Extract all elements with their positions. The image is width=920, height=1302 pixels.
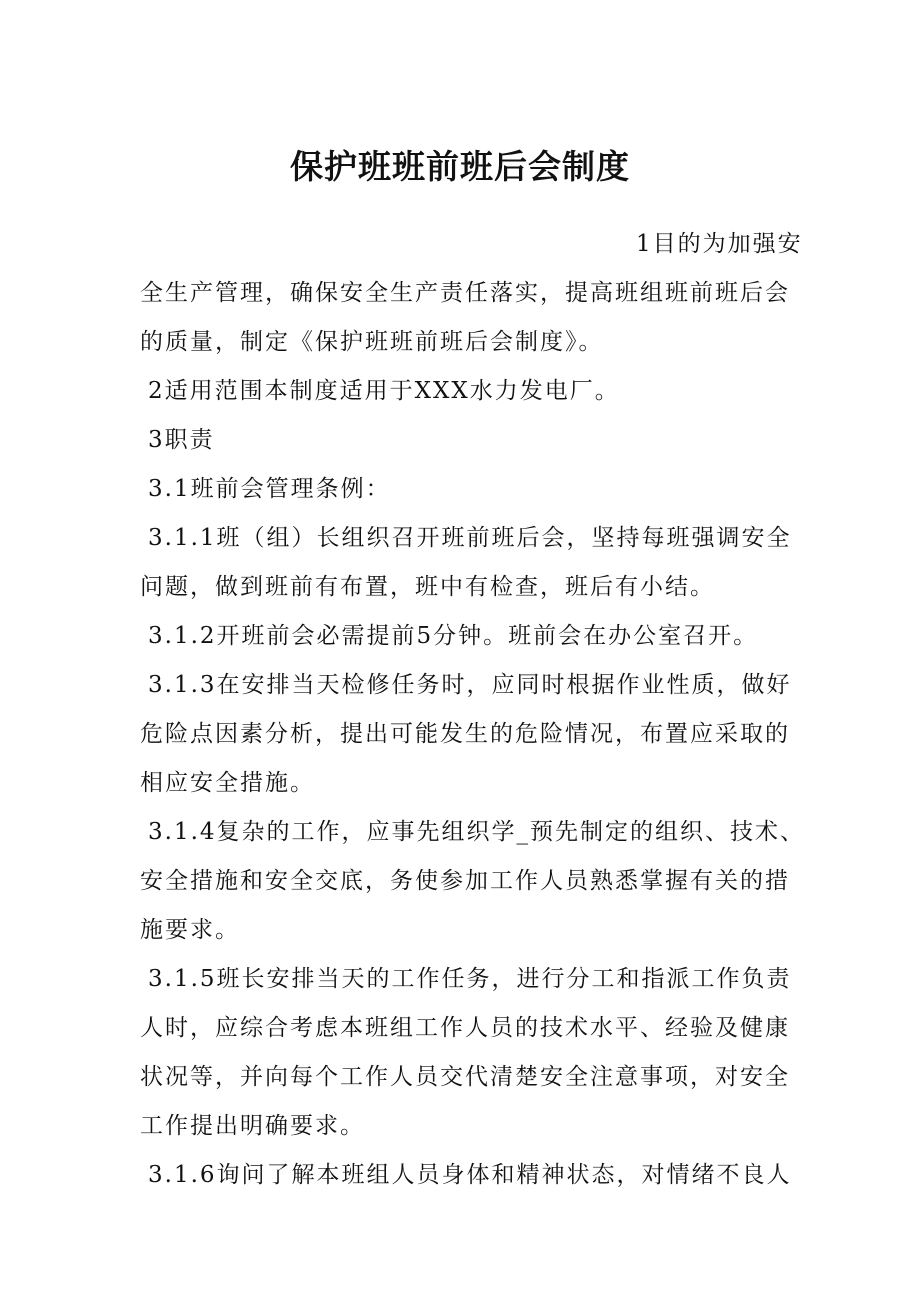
paragraph-3-1-6 — [140, 1151, 792, 1200]
text-line: 的质量，制定《保护班班前班后会制度》。 — [140, 329, 604, 355]
text-line: 安全措施和安全交底，务使参加工作人员熟悉掌握有关的措 — [140, 868, 790, 894]
paragraph-3-1 — [140, 465, 785, 514]
text-line: 施要求。 — [140, 917, 240, 943]
text-line: 问题，做到班前有布置，班中有检查，班后有小结。 — [140, 574, 715, 600]
paragraph-purpose — [140, 220, 803, 367]
text-line: 3.1.6询问了解本班组人员身体和精神状态，对情绪不良人 — [148, 1162, 792, 1188]
paragraph-3-1-4 — [140, 808, 806, 955]
paragraph-3-1-2 — [140, 612, 785, 661]
text-line: 状况等，并向每个工作人员交代清楚安全注意事项，对安全 — [140, 1064, 790, 1090]
text-line: 3.1.2开班前会必需提前5分钟。班前会在办公室召开。 — [148, 623, 759, 649]
text-line: 3.1.4复杂的工作，应事先组织学_预先制定的组织、技术、 — [148, 819, 806, 845]
paragraph-responsibilities — [140, 416, 785, 465]
text-line: 3.1.3在安排当天检修任务时，应同时根据作业性质，做好 — [148, 672, 792, 698]
text-line: 工作提出明确要求。 — [140, 1113, 365, 1139]
text-line: 相应安全措施。 — [140, 770, 315, 796]
text-line: 3职责 — [148, 427, 215, 453]
paragraph-3-1-3 — [140, 661, 792, 808]
paragraph-3-1-1 — [140, 514, 792, 612]
text-line: 3.1.5班长安排当天的工作任务，进行分工和指派工作负责 — [148, 966, 792, 992]
text-line: 3.1班前会管理条例： — [148, 476, 391, 502]
text-line: 2适用范围本制度适用于XXX水力发电厂。 — [148, 378, 620, 404]
document-body — [140, 220, 806, 1200]
paragraph-scope — [140, 367, 785, 416]
document-title: 保护班班前班后会制度 — [290, 147, 630, 186]
paragraph-3-1-5 — [140, 955, 792, 1151]
text-line: 3.1.1班（组）长组织召开班前班后会，坚持每班强调安全 — [148, 525, 792, 551]
text-line: 1目的为加强安 — [636, 231, 803, 257]
text-line: 危险点因素分析，提出可能发生的危险情况，布置应采取的 — [140, 721, 790, 747]
text-line: 人时，应综合考虑本班组工作人员的技术水平、经验及健康 — [140, 1015, 790, 1041]
text-line: 全生产管理，确保安全生产责任落实，提高班组班前班后会 — [140, 280, 790, 306]
